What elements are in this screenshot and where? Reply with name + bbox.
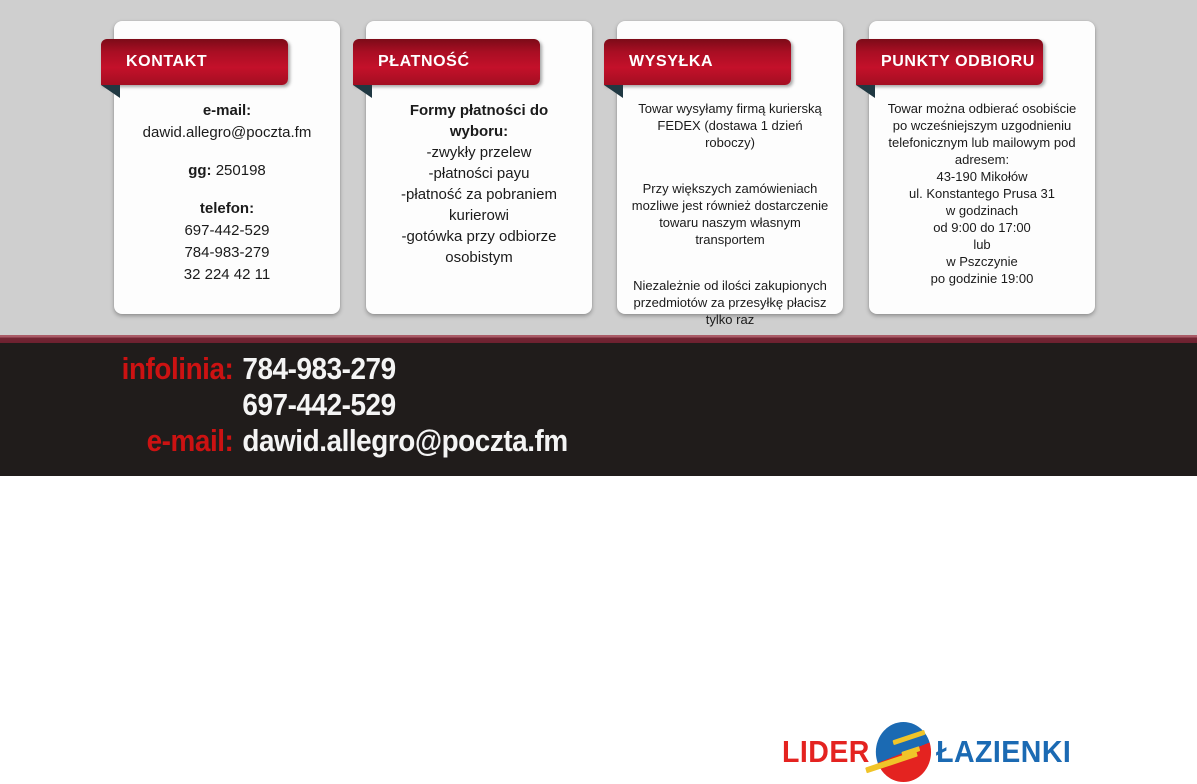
ribbon-fold: [353, 85, 372, 98]
card-header: PUNKTY ODBIORU: [881, 53, 1035, 70]
footer-contact: [120, 351, 568, 459]
text-line: transportem: [695, 232, 765, 247]
text-line: 43-190 Mikołów: [936, 169, 1028, 184]
text-line: telefon:: [199, 200, 255, 217]
text-line: przedmiotów za przesyłkę płacisz: [633, 295, 827, 310]
logo-word-lazienki: ŁAZIENKI: [936, 734, 1072, 769]
email-address: dawid.allegro@poczta.fm: [242, 423, 568, 458]
card-kontakt: [114, 21, 340, 314]
ribbon-fold: [101, 85, 120, 98]
text-line: osobistym: [445, 249, 513, 266]
logo-mark: [874, 720, 933, 784]
text-line: 784-983-279: [184, 244, 270, 261]
text-line: roboczy): [705, 135, 755, 150]
text-line: 697-442-529: [184, 222, 270, 239]
card-body: [617, 100, 843, 328]
ribbon-wysylka: [604, 39, 791, 85]
text-line: wyboru:: [449, 123, 509, 140]
text-line: e-mail:: [202, 102, 252, 119]
footer: [0, 343, 1197, 769]
text-line: kurierowi: [448, 207, 509, 224]
text-line: -płatność za pobraniem: [401, 186, 557, 203]
text-line: 32 224 42 11: [183, 266, 271, 283]
card-body: [366, 100, 592, 268]
email-row: [120, 423, 568, 459]
divider-stripe: [0, 335, 1197, 343]
text-line: ul. Konstantego Prusa 31: [909, 186, 1055, 201]
ribbon-platnosc: [353, 39, 540, 85]
text-line: -płatności payu: [428, 165, 530, 182]
text-line: Przy większych zamówieniach: [642, 181, 818, 196]
infolinia-phone-2: 697-442-529: [242, 387, 396, 422]
ribbon-kontakt: [101, 39, 288, 85]
logo-word-lider: LIDER: [782, 734, 870, 769]
text-line: -gotówka przy odbiorze: [401, 228, 557, 245]
card-platnosc: [366, 21, 592, 314]
spacer: [120, 387, 242, 423]
text-line: w godzinach: [945, 203, 1019, 218]
ribbon-fold: [604, 85, 623, 98]
text-line: tylko raz: [705, 312, 755, 327]
text-line: od 9:00 do 17:00: [933, 220, 1031, 235]
ribbon-fold: [856, 85, 875, 98]
infolinia-label: infolinia:: [121, 351, 234, 386]
text-line: Niezależnie od ilości zakupionych: [633, 278, 827, 293]
text-line: -zwykły przelew: [426, 144, 532, 161]
infolinia-row-2: [120, 387, 568, 423]
card-wysylka: [617, 21, 843, 327]
text-line: po godzinie 19:00: [930, 271, 1034, 286]
text-line: gg: 250198: [188, 162, 266, 179]
card-header: KONTAKT: [126, 53, 208, 70]
infolinia-phone-1: 784-983-279: [242, 351, 396, 386]
ribbon-punkty-odbioru: [856, 39, 1043, 85]
card-body: [869, 100, 1095, 287]
card-header: PŁATNOŚĆ: [378, 53, 470, 70]
card-header: WYSYŁKA: [629, 53, 714, 70]
text-line: towaru naszym własnym: [659, 215, 801, 230]
card-body: [114, 100, 340, 286]
lider-lazienki-logo[interactable]: [782, 720, 1071, 784]
text-line: Towar można odbierać osobiście: [887, 101, 1077, 116]
text-line: FEDEX (dostawa 1 dzień: [657, 118, 803, 133]
text-line: lub: [973, 237, 991, 252]
text-line: telefonicznym lub mailowym pod: [888, 135, 1076, 150]
text-line: w Pszczynie: [946, 254, 1018, 269]
text-line: adresem:: [954, 152, 1010, 167]
infolinia-row-1: [120, 351, 568, 387]
card-punkty-odbioru: [869, 21, 1095, 314]
text-line: mozliwe jest również dostarczenie: [631, 198, 829, 213]
text-line-prefix: gg:: [188, 162, 212, 179]
email-label: e-mail:: [146, 423, 234, 458]
text-line: Towar wysyłamy firmą kurierską: [638, 101, 822, 116]
text-line: dawid.allegro@poczta.fm: [142, 124, 312, 141]
text-line: po wcześniejszym uzgodnieniu: [892, 118, 1072, 133]
text-line: Formy płatności do: [409, 102, 549, 119]
